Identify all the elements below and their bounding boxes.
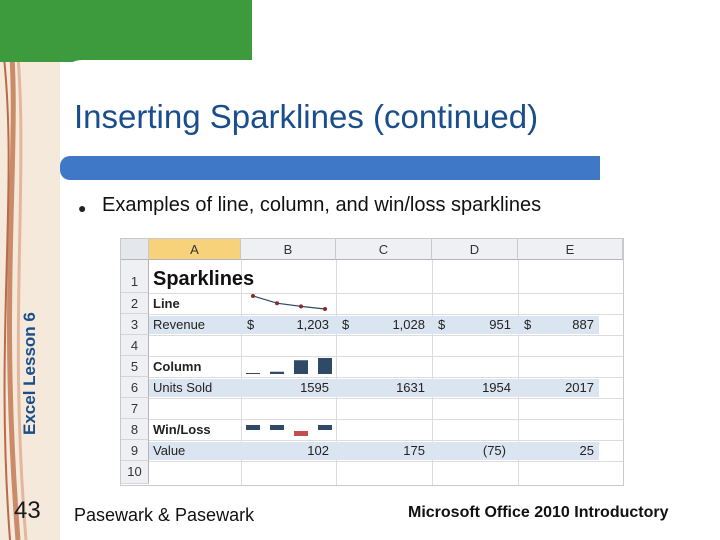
cell-a2: Line (153, 296, 180, 311)
gridline (149, 419, 623, 420)
spreadsheet-screenshot (120, 238, 624, 486)
column-header-c: C (336, 239, 432, 260)
sparkline-point (323, 307, 327, 311)
cell-a5: Column (153, 359, 202, 374)
footer-authors: Pasewark & Pasewark (74, 505, 255, 525)
sparkline-point (299, 304, 303, 308)
row-header-2: 2 (121, 293, 149, 314)
bullet-icon: ● (78, 200, 87, 216)
cell-c9: 175 (403, 443, 425, 458)
cell-c3-currency: $ (342, 317, 350, 332)
row-header-3: 3 (121, 314, 149, 335)
lesson-label: Excel Lesson 6 (20, 312, 39, 435)
gridline (149, 461, 623, 462)
title-underline-bar (60, 156, 600, 180)
gridline (149, 335, 623, 336)
column-sparkline (245, 356, 333, 377)
cell-a1: Sparklines (153, 268, 255, 290)
slide-title: Inserting Sparklines (continued) (74, 98, 539, 135)
column-header-a: A (149, 239, 241, 260)
column-header-b: B (241, 239, 336, 260)
line-sparkline (245, 293, 333, 314)
cell-b3-currency: $ (247, 317, 255, 332)
sparkline-column (270, 372, 284, 374)
cell-a8: Win/Loss (153, 422, 211, 437)
sparkline-win (270, 425, 284, 430)
row-header-1: 1 (121, 271, 149, 293)
sparkline-column (294, 360, 308, 374)
cell-a9: Value (153, 443, 186, 458)
gridline (149, 398, 623, 399)
slide-number: 43 (14, 497, 41, 524)
column-header-e: E (518, 239, 623, 260)
cell-c6: 1631 (396, 380, 425, 395)
cell-d6: 1954 (482, 380, 511, 395)
row-header-6: 6 (121, 377, 149, 398)
sparkline-point (251, 294, 255, 298)
cell-b6: 1595 (300, 380, 329, 395)
decorative-side-strip (0, 0, 60, 540)
winloss-sparkline (245, 419, 333, 440)
cell-c3: 1,028 (392, 317, 425, 332)
gridline (149, 293, 623, 294)
row-header-spacer (121, 260, 149, 271)
decorative-stripes (0, 0, 60, 540)
sparkline-path (253, 296, 325, 309)
row-header-8: 8 (121, 419, 149, 440)
row-header-9: 9 (121, 440, 149, 461)
row-header-7: 7 (121, 398, 149, 419)
sparkline-column (246, 373, 260, 374)
cell-e6: 2017 (565, 380, 594, 395)
sparkline-loss (294, 431, 308, 436)
sparkline-win (318, 425, 332, 430)
cell-d3: 951 (489, 317, 511, 332)
cell-a3: Revenue (153, 317, 206, 332)
cell-b3: 1,203 (296, 317, 329, 332)
row-header-5: 5 (121, 356, 149, 377)
footer-course: Microsoft Office 2010 Introductory (408, 504, 669, 521)
sparkline-column (318, 358, 332, 374)
row-header-4: 4 (121, 335, 149, 356)
green-header-block (0, 0, 252, 62)
cell-b9: 102 (307, 443, 329, 458)
sparkline-win (246, 425, 260, 430)
sheet-corner (121, 239, 149, 260)
cell-a6: Units Sold (153, 380, 213, 395)
gridline (149, 356, 623, 357)
cell-e3: 887 (572, 317, 594, 332)
sparkline-point (275, 301, 279, 305)
row-header-10: 10 (121, 461, 149, 484)
bullet-text: Examples of line, column, and win/loss sparklines (102, 194, 542, 216)
cell-d9: (75) (482, 443, 506, 458)
cell-e3-currency: $ (524, 317, 532, 332)
cell-e9: 25 (579, 443, 594, 458)
cell-d3-currency: $ (438, 317, 446, 332)
column-header-d: D (432, 239, 518, 260)
